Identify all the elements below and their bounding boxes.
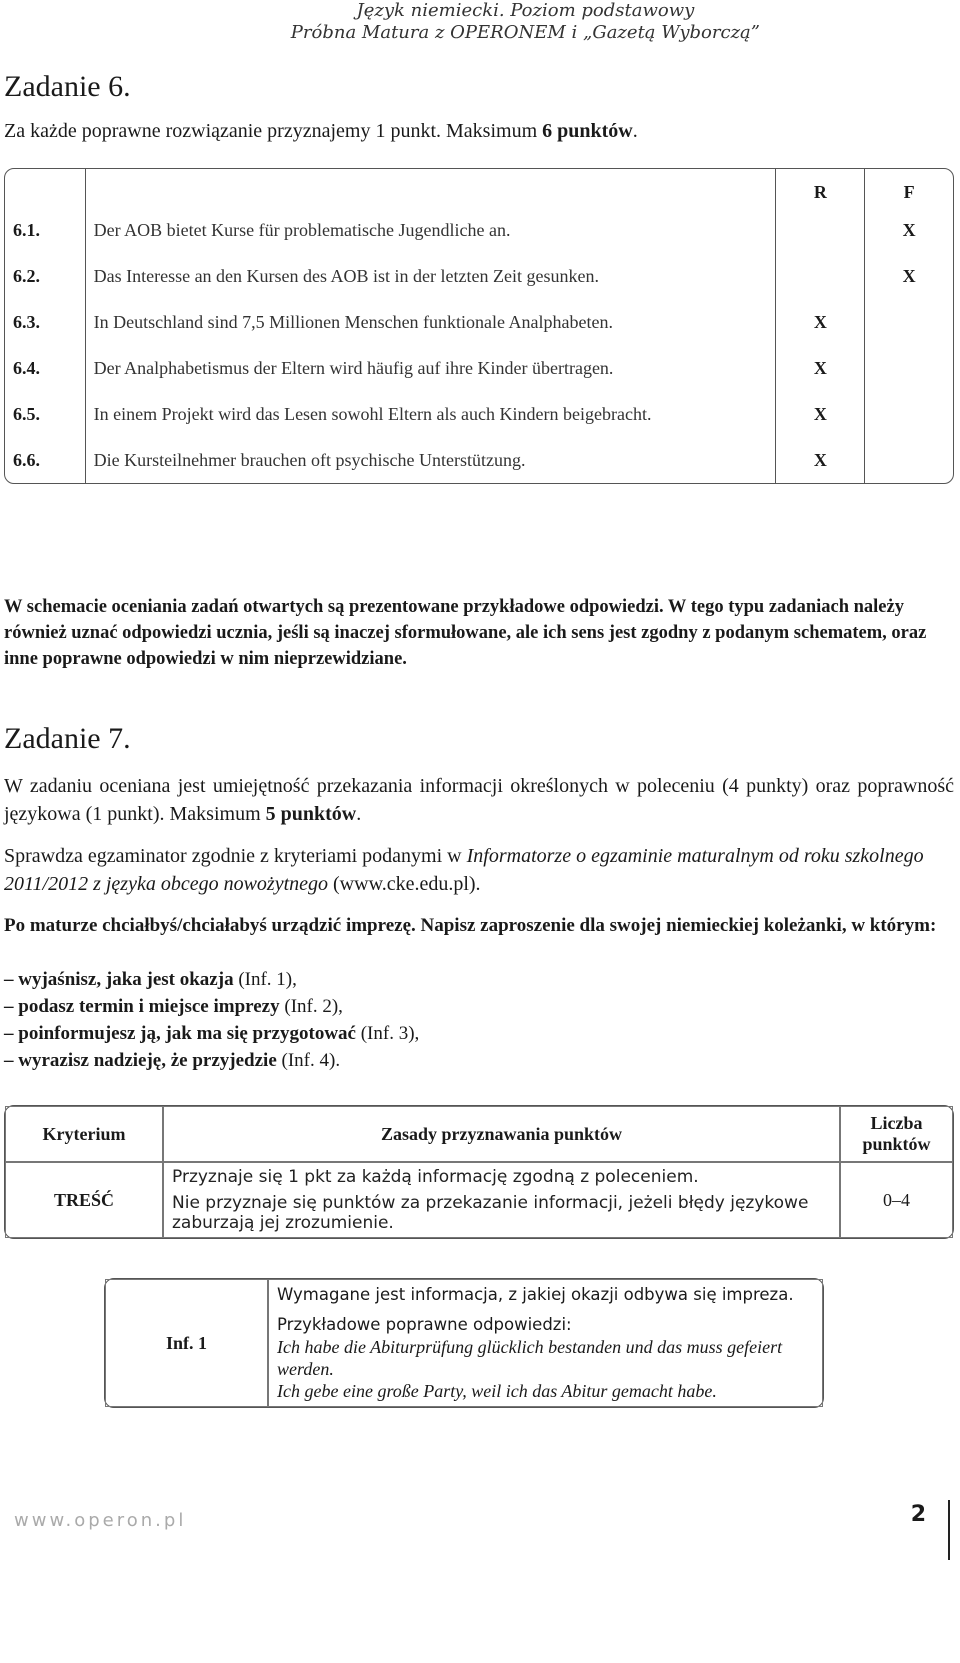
task7-bullets [4,966,954,1074]
criteria-row [5,1162,953,1238]
task7-p1 [4,772,954,828]
criteria-header-points: Liczba punktów [840,1106,953,1162]
criteria-header-rules: Zasady przyznawania punktów [163,1106,840,1162]
row-mark-f [865,437,953,483]
table-row [5,345,953,391]
inf1-examples-label: Przykładowe poprawne odpowiedzi: [277,1315,572,1334]
table-row [5,299,953,345]
task6-intro-period: . [632,120,638,142]
task7-p2 [4,842,954,898]
bullet-bold: – wyjaśnisz, jaka jest okazja [4,969,234,990]
row-mark-r [776,207,865,253]
row-number: 6.1. [5,207,86,253]
bullet-bold: – wyrazisz nadzieję, że przyjedzie [4,1050,277,1071]
task6-header-statement [86,169,777,207]
inf1-example-1: Ich habe die Abiturprüfung glücklich bestanden und das muss gefeiert werden. [277,1337,783,1379]
row-mark-r [776,253,865,299]
inf1-content [268,1279,823,1407]
criteria-header-criterion: Kryterium [5,1106,163,1162]
header-line-2: Próbna Matura z OPERONEM i „Gazetą Wyborczą” [290,22,760,43]
row-mark-f: X [902,219,916,240]
task6-table [4,168,954,484]
criteria-points: 0–4 [840,1162,953,1238]
task6-intro-text: Za każde poprawne rozwiązanie przyznajemy 1 punkt. Maksimum [4,120,543,142]
row-statement: Die Kursteilnehmer brauchen oft psychische Unterstützung. [86,437,777,483]
list-item [4,1020,954,1047]
page-number: 2 [910,1502,926,1527]
scoring-note: W schemacie oceniania zadań otwartych są prezentowane przykładowe odpowiedzi. W tego typu zadaniach należy również uznać odpowiedzi ucznia, jeśli są inaczej sformułowane, ale ich sens jest zgodny z podanym schematem, oraz inne poprawne odpowiedzi w nim nieprzewidziane. [4,597,927,669]
inf1-example-2: Ich gebe eine große Party, weil ich das Abitur gemacht habe. [277,1381,717,1401]
criteria-header-row [5,1106,953,1162]
bullet-rest: (Inf. 3), [355,1023,420,1044]
row-number: 6.6. [5,437,86,483]
header-line-1: Język niemiecki. Poziom podstawowy [356,0,695,21]
list-item [4,966,954,993]
row-mark-f: X [902,265,916,286]
row-statement: In Deutschland sind 7,5 Millionen Menschen funktionale Analphabeten. [86,299,777,345]
task7-p1-bold: 5 punktów [265,803,357,825]
row-number: 6.2. [5,253,86,299]
task6-header-f: F [903,181,915,202]
page-divider [948,1500,950,1560]
row-mark-r: X [776,299,865,345]
task7-p2-end: (www.cke.edu.pl). [328,873,481,895]
row-number: 6.4. [5,345,86,391]
bullet-rest: (Inf. 1), [233,969,297,990]
task6-intro [4,118,954,144]
task6-intro-bold: 6 punktów [542,120,633,142]
row-mark-f [865,345,953,391]
row-statement: Der AOB bietet Kurse für problematische Jugendliche an. [86,207,777,253]
task7-p1-text: W zadaniu oceniana jest umiejętność przekazania informacji określonych w poleceniu (4 punkty) oraz poprawność językowa (1 punkt). Maksimum [4,775,954,825]
task7-p1-period: . [356,803,362,825]
page-header [291,0,760,44]
inf1-row [105,1279,823,1407]
task6-header-r: R [776,169,865,207]
list-item [4,1047,954,1074]
inf1-table [104,1278,824,1408]
criteria-rule-1: Przyznaje się 1 pkt za każdą informację zgodną z poleceniem. [172,1167,699,1187]
bullet-bold: – podasz termin i miejsce imprezy [4,996,280,1017]
criteria-rule-2: Nie przyznaje się punktów za przekazanie informacji, jeżeli błędy językowe zaburzają jej zrozumienie. [172,1193,809,1233]
criteria-label: TREŚĆ [5,1162,163,1238]
bullet-rest: (Inf. 2), [279,996,343,1017]
table-row [5,253,953,299]
row-mark-r: X [776,437,865,483]
task6-header-row [5,169,953,207]
table-row [5,391,953,437]
task7-instruction: Po maturze chciałbyś/chciałabyś urządzić imprezę. Napisz zaproszenie dla swojej niemieckiej koleżanki, w którym: [4,915,937,936]
row-number: 6.3. [5,299,86,345]
table-row [5,437,953,483]
criteria-rules [163,1162,840,1238]
row-statement: Das Interesse an den Kursen des AOB ist in der letzten Zeit gesunken. [86,253,777,299]
row-mark-f [865,299,953,345]
row-statement: Der Analphabetismus der Eltern wird häufig auf ihre Kinder übertragen. [86,345,777,391]
inf1-label: Inf. 1 [105,1279,268,1407]
row-number: 6.5. [5,391,86,437]
task7-p2-italic: Informatorze o egzaminie maturalnym od roku szkolnego 2011/2012 z języka obcego nowożytnego [4,845,924,895]
row-mark-r: X [776,391,865,437]
row-mark-r: X [776,345,865,391]
row-mark-f [865,391,953,437]
criteria-table [4,1105,954,1239]
bullet-rest: (Inf. 4). [276,1050,341,1071]
task7-p2-text: Sprawdza egzaminator zgodnie z kryteriami podanymi w [4,845,467,867]
task7-title: Zadanie 7. [4,722,131,755]
bullet-bold: – poinformujesz ją, jak ma się przygotować [4,1023,356,1044]
task6-title: Zadanie 6. [4,70,131,103]
list-item [4,993,954,1020]
table-row [5,207,953,253]
inf1-requirement: Wymagane jest informacja, z jakiej okazji odbywa się impreza. [277,1285,794,1304]
task6-header-num [5,169,86,207]
footer-url: www.operon.pl [14,1510,187,1531]
row-statement: In einem Projekt wird das Lesen sowohl Eltern als auch Kindern beigebracht. [86,391,777,437]
